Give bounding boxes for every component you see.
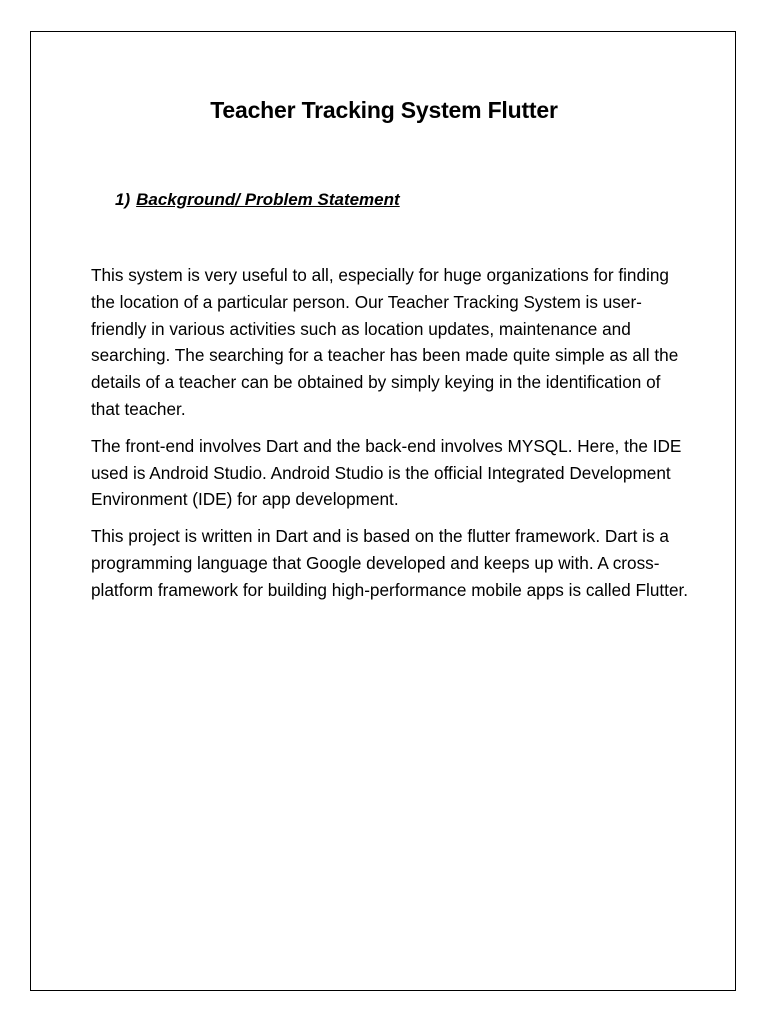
section-heading bbox=[115, 188, 400, 212]
document-page bbox=[30, 31, 736, 991]
body-text bbox=[91, 262, 691, 614]
section-number: 1) bbox=[115, 190, 131, 209]
paragraph-1: This system is very useful to all, especially for huge organizations for finding the location of a particular person. Our Teacher Tracking System is user-friendly in various activities such as location updates, maintenance and searching. The searching for a teacher has been made quite simple as all the details of a teacher can be obtained by simply keying in the identification of that teacher. bbox=[91, 265, 679, 419]
section-title: Background/ Problem Statement bbox=[136, 190, 400, 209]
paragraph-3: This project is written in Dart and is based on the flutter framework. Dart is a programming language that Google developed and keeps up with. A cross-platform framework for building high-performance mobile apps is called Flutter. bbox=[91, 526, 689, 600]
paragraph-2: The front-end involves Dart and the back-end involves MYSQL. Here, the IDE used is Android Studio. Android Studio is the official Integrated Development Environment (IDE) for app development. bbox=[91, 435, 682, 510]
document-title: Teacher Tracking System Flutter bbox=[210, 97, 558, 123]
